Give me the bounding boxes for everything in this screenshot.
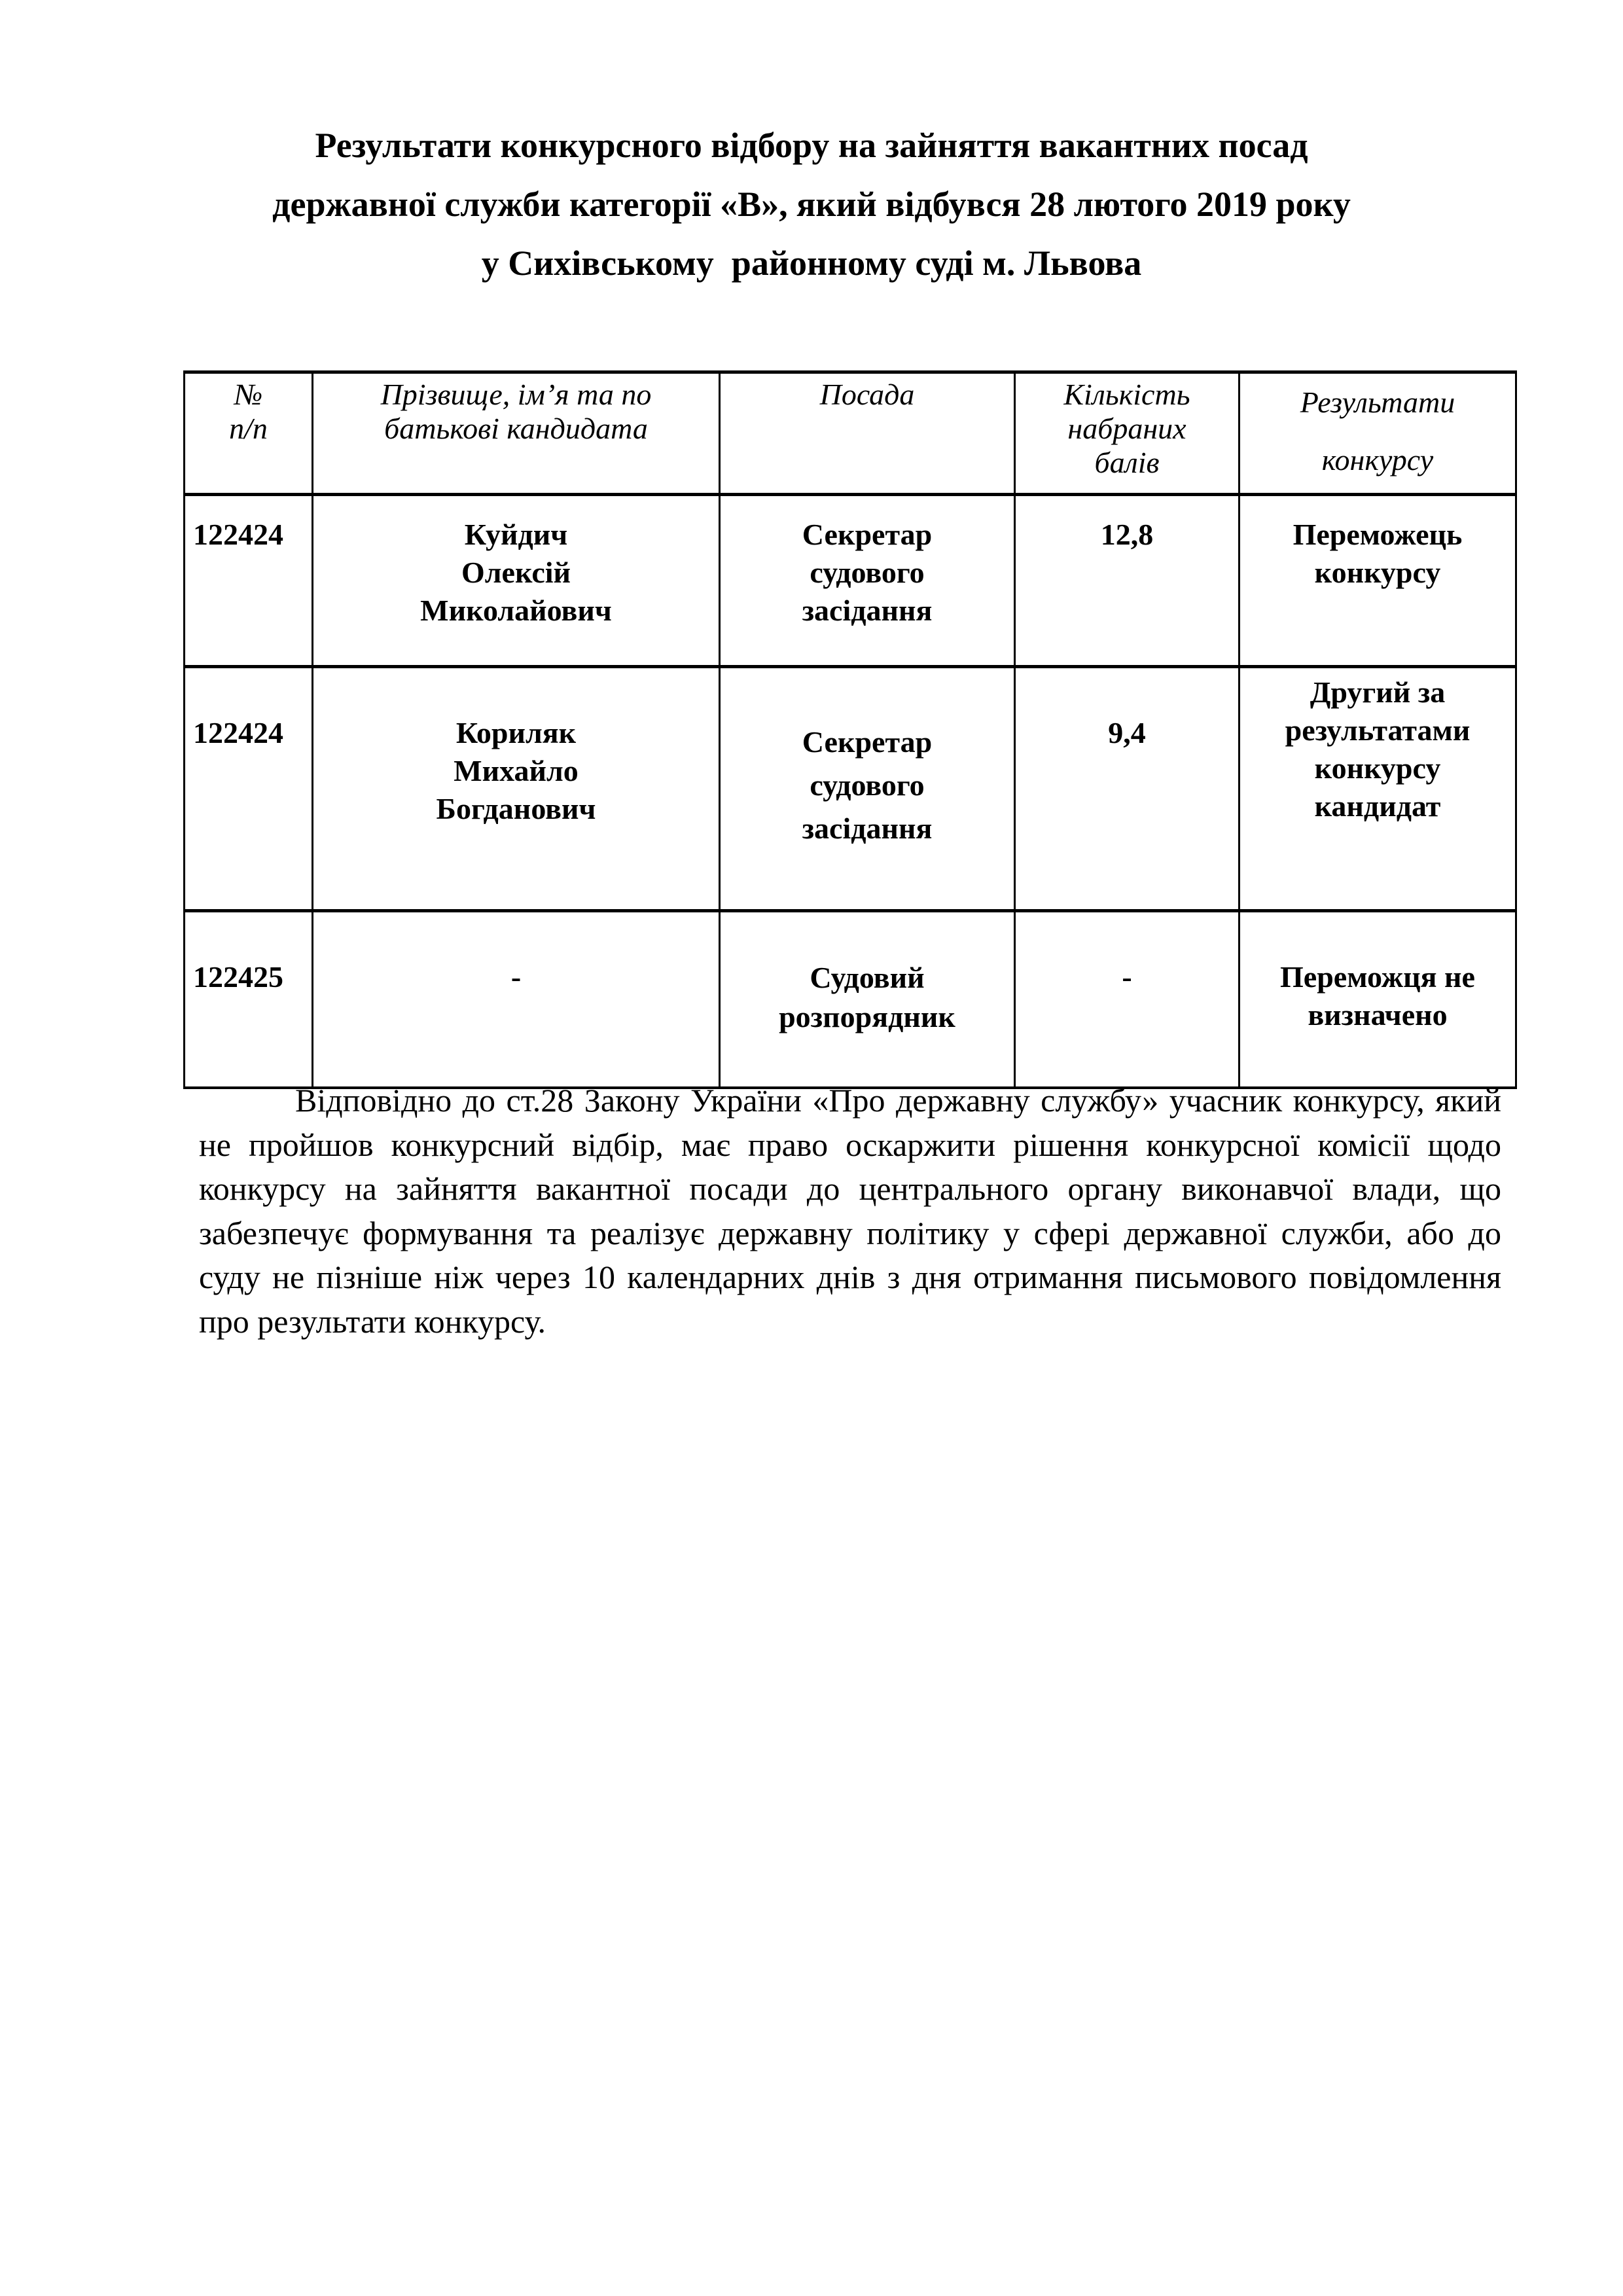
position-line: розпорядник — [779, 1000, 955, 1033]
result-line: результатами — [1285, 713, 1471, 747]
header-score-line: балів — [1094, 446, 1160, 479]
header-number-line: п/п — [229, 412, 268, 445]
result-line: визначено — [1308, 998, 1448, 1031]
result-line: конкурсу — [1314, 751, 1441, 785]
result-line: Переможця не — [1280, 960, 1475, 994]
header-score-line: набраних — [1067, 412, 1186, 445]
cell-number: 122424 — [185, 667, 313, 911]
header-name-line: батькові кандидата — [384, 412, 648, 445]
header-score — [1015, 372, 1240, 495]
results-table — [183, 370, 1517, 1089]
position-line: засідання — [802, 594, 933, 627]
position-line: засідання — [802, 812, 933, 845]
cell-result — [1240, 495, 1516, 667]
name-line: Куйдич — [464, 518, 568, 551]
name-line: Богданович — [436, 792, 596, 825]
header-score-line: Кількість — [1063, 378, 1190, 411]
header-result-line: конкурсу — [1321, 443, 1434, 476]
position-line: Секретар — [802, 518, 933, 551]
cell-name — [313, 911, 720, 1088]
name-line: Михайло — [454, 754, 579, 787]
cell-number: 122424 — [185, 495, 313, 667]
header-number-line: № — [234, 378, 263, 411]
document-title-line-3: у Сихівському районному суді м. Львова — [481, 243, 1142, 283]
header-position — [720, 372, 1015, 495]
header-result-line: Результати — [1300, 386, 1455, 419]
cell-position — [720, 495, 1015, 667]
name-line: Миколайович — [420, 594, 612, 627]
result-line: конкурсу — [1314, 556, 1441, 589]
legal-notice-text: Відповідно до ст.28 Закону України «Про державну службу» учасник конкурсу, який не пройшов конкурсний відбір, має право оскаржити рішення конкурсної комісії щодо конкурсу на зайняття вакантної посади до центрального органу виконавчої влади, що забезпечує формування та реалізує державну політику у сфері державної служби, або до суду не пізніше ніж через 10 календарних днів з дня отримання письмового повідомлення про результати конкурсу. — [199, 1082, 1501, 1340]
header-number — [185, 372, 313, 495]
result-line: кандидат — [1314, 789, 1441, 823]
document-title-line-1: Результати конкурсного відбору на зайняття вакантних посад — [315, 126, 1308, 165]
cell-score: - — [1015, 911, 1240, 1088]
result-line: Другий за — [1310, 675, 1446, 709]
header-name-line: Прізвище, ім’я та по — [380, 378, 652, 411]
header-name — [313, 372, 720, 495]
cell-name — [313, 667, 720, 911]
cell-position — [720, 667, 1015, 911]
name-line: Олексій — [461, 556, 571, 589]
header-position-line: Посада — [819, 378, 915, 411]
result-line: Переможець — [1293, 518, 1463, 551]
cell-score: 12,8 — [1015, 495, 1240, 667]
document-title-line-2: державної служби категорії «В», який відбувся 28 лютого 2019 року — [272, 185, 1351, 224]
cell-result — [1240, 667, 1516, 911]
table-row — [185, 667, 1516, 911]
name-line: Кориляк — [455, 716, 577, 749]
position-line: судового — [810, 768, 925, 802]
name-line: - — [510, 960, 522, 994]
cell-number: 122425 — [185, 911, 313, 1088]
header-result — [1240, 372, 1516, 495]
position-line: Судовий — [810, 961, 925, 994]
cell-position — [720, 911, 1015, 1088]
cell-score: 9,4 — [1015, 667, 1240, 911]
table-row — [185, 911, 1516, 1088]
position-line: Секретар — [802, 725, 933, 759]
cell-name — [313, 495, 720, 667]
legal-notice-paragraph — [199, 1079, 1501, 1344]
position-line: судового — [810, 556, 925, 589]
table-header-row — [185, 372, 1516, 495]
table-row — [185, 495, 1516, 667]
cell-result — [1240, 911, 1516, 1088]
